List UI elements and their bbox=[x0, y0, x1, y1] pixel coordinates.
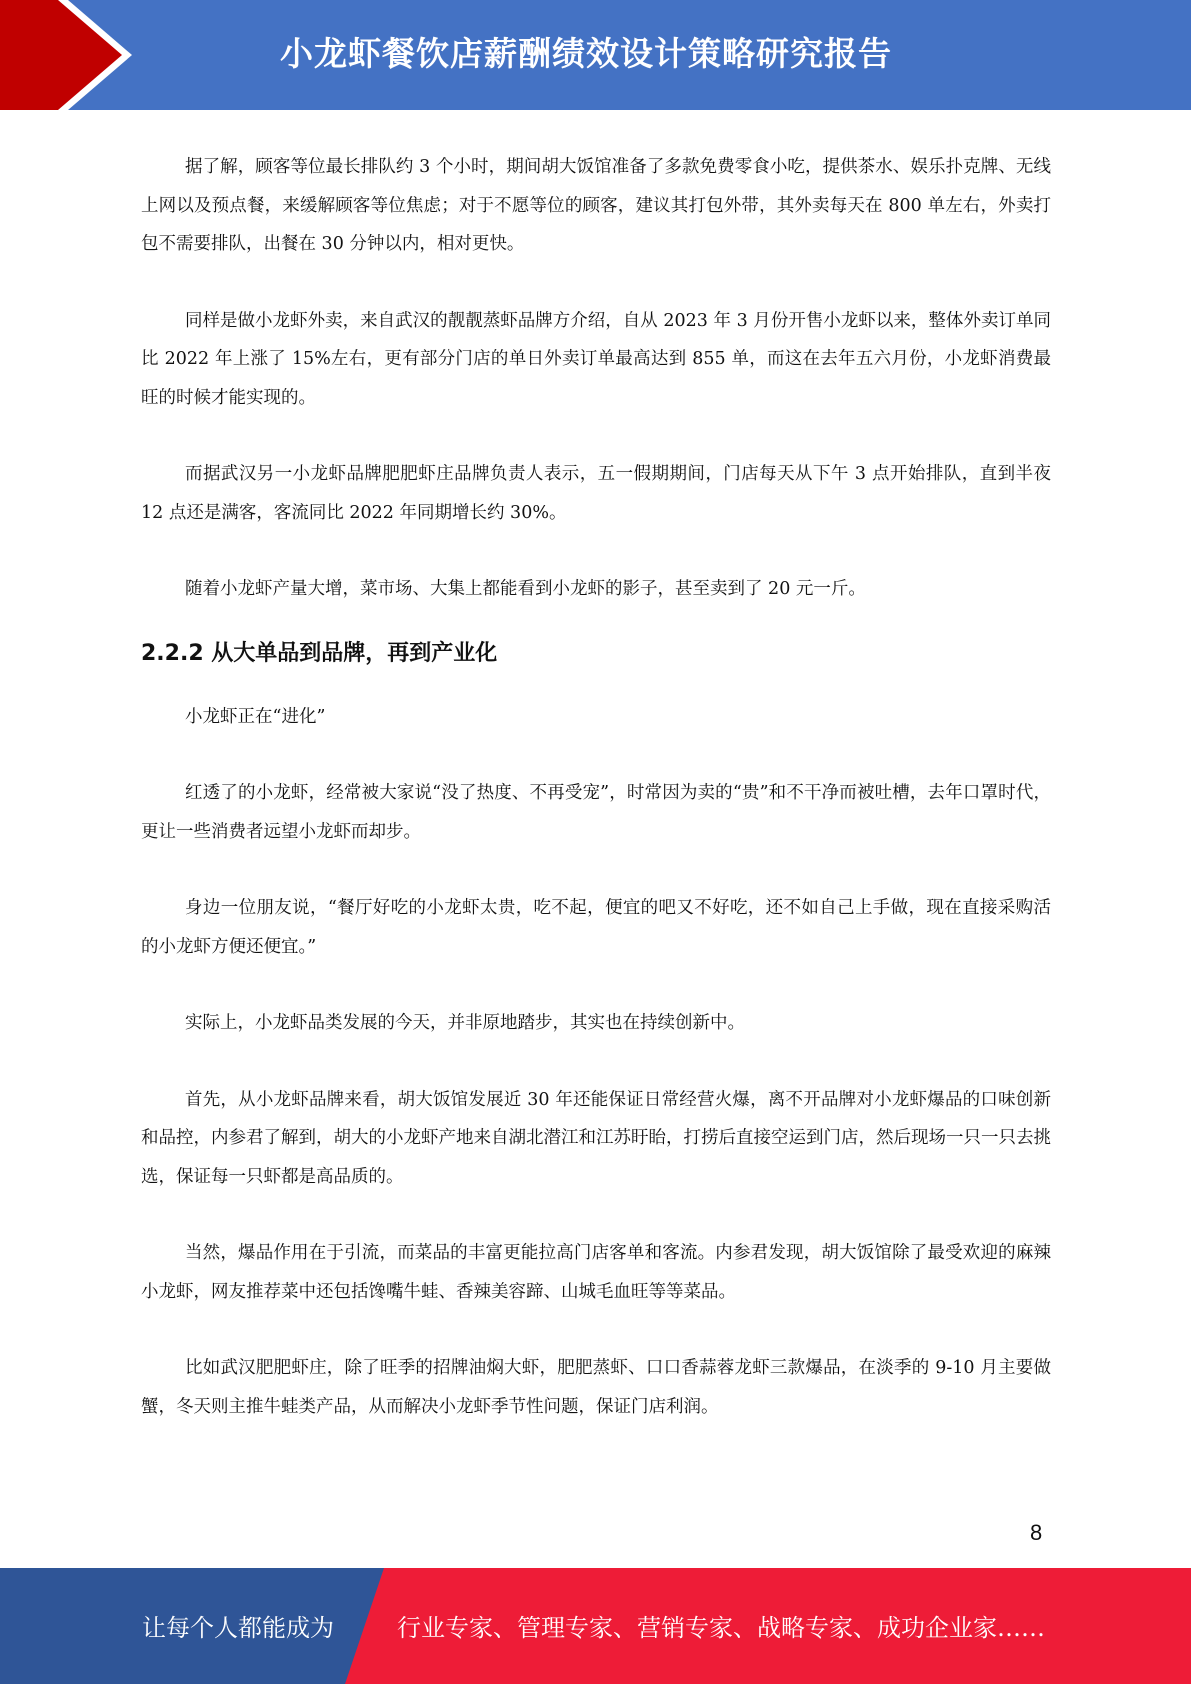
paragraph: 身边一位朋友说，“餐厅好吃的小龙虾太贵，吃不起，便宜的吧又不好吃，还不如自己上手做，现在直接采购活的小龙虾方便还便宜。” bbox=[141, 898, 1051, 957]
paragraph: 比如武汉肥肥虾庄，除了旺季的招牌油焖大虾，肥肥蒸虾、口口香蒜蓉龙虾三款爆品，在淡季的 9-10 月主要做蟹，冬天则主推牛蛙类产品，从而解决小龙虾季节性问题，保证门店利润。 bbox=[141, 1358, 1051, 1417]
footer-slogan-left: 让每个人都能成为 bbox=[142, 1614, 334, 1642]
document-title: 小龙虾餐饮店薪酬绩效设计策略研究报告 bbox=[280, 34, 892, 73]
paragraph: 实际上，小龙虾品类发展的今天，并非原地踏步，其实也在持续创新中。 bbox=[185, 1013, 745, 1033]
document-body bbox=[141, 148, 1051, 1464]
paragraph: 当然，爆品作用在于引流，而菜品的丰富更能拉高门店客单和客流。内参君发现，胡大饭馆除了最受欢迎的麻辣小龙虾，网友推荐菜中还包括馋嘴牛蛙、香辣美容蹄、山城毛血旺等等菜品。 bbox=[141, 1243, 1051, 1302]
paragraph: 同样是做小龙虾外卖，来自武汉的靓靓蒸虾品牌方介绍，自从 2023 年 3 月份开售小龙虾以来，整体外卖订单同比 2022 年上涨了 15%左右，更有部分门店的单日外卖订单最高达到 855 单，而这在去年五六月份，小龙虾消费最旺的时候才能实现的。 bbox=[141, 310, 1051, 408]
paragraph: 小龙虾正在“进化” bbox=[185, 706, 326, 727]
paragraph: 而据武汉另一小龙虾品牌肥肥虾庄品牌负责人表示，五一假期期间，门店每天从下午 3 点开始排队，直到半夜 12 点还是满客，客流同比 2022 年同期增长约 30%。 bbox=[141, 464, 1051, 523]
paragraph: 据了解，顾客等位最长排队约 3 个小时，期间胡大饭馆准备了多款免费零食小吃，提供茶水、娱乐扑克牌、无线上网以及预点餐，来缓解顾客等位焦虑；对于不愿等位的顾客，建议其打包外带，其外卖每天在 800 单左右，外卖打包不需要排队，出餐在 30 分钟以内，相对更快。 bbox=[141, 157, 1051, 254]
page-header bbox=[0, 0, 1191, 110]
section-heading: 2.2.2 从大单品到品牌，再到产业化 bbox=[141, 640, 498, 666]
header-chevron-decoration bbox=[0, 0, 200, 110]
page-footer bbox=[0, 1568, 1191, 1684]
paragraph: 红透了的小龙虾，经常被大家说“没了热度、不再受宠”，时常因为卖的“贵”和不干净而被吐槽，去年口罩时代，更让一些消费者远望小龙虾而却步。 bbox=[141, 783, 1051, 842]
paragraph: 首先，从小龙虾品牌来看，胡大饭馆发展近 30 年还能保证日常经营火爆，离不开品牌对小龙虾爆品的口味创新和品控，内参君了解到，胡大的小龙虾产地来自湖北潜江和江苏盱眙，打捞后直接空运到门店，然后现场一只一只去挑选，保证每一只虾都是高品质的。 bbox=[141, 1089, 1051, 1187]
paragraph: 随着小龙虾产量大增，菜市场、大集上都能看到小龙虾的影子，甚至卖到了 20 元一斤。 bbox=[185, 579, 866, 599]
page-number: 8 bbox=[1030, 1520, 1043, 1545]
footer-slogan-right: 行业专家、管理专家、营销专家、战略专家、成功企业家…… bbox=[397, 1614, 1045, 1642]
